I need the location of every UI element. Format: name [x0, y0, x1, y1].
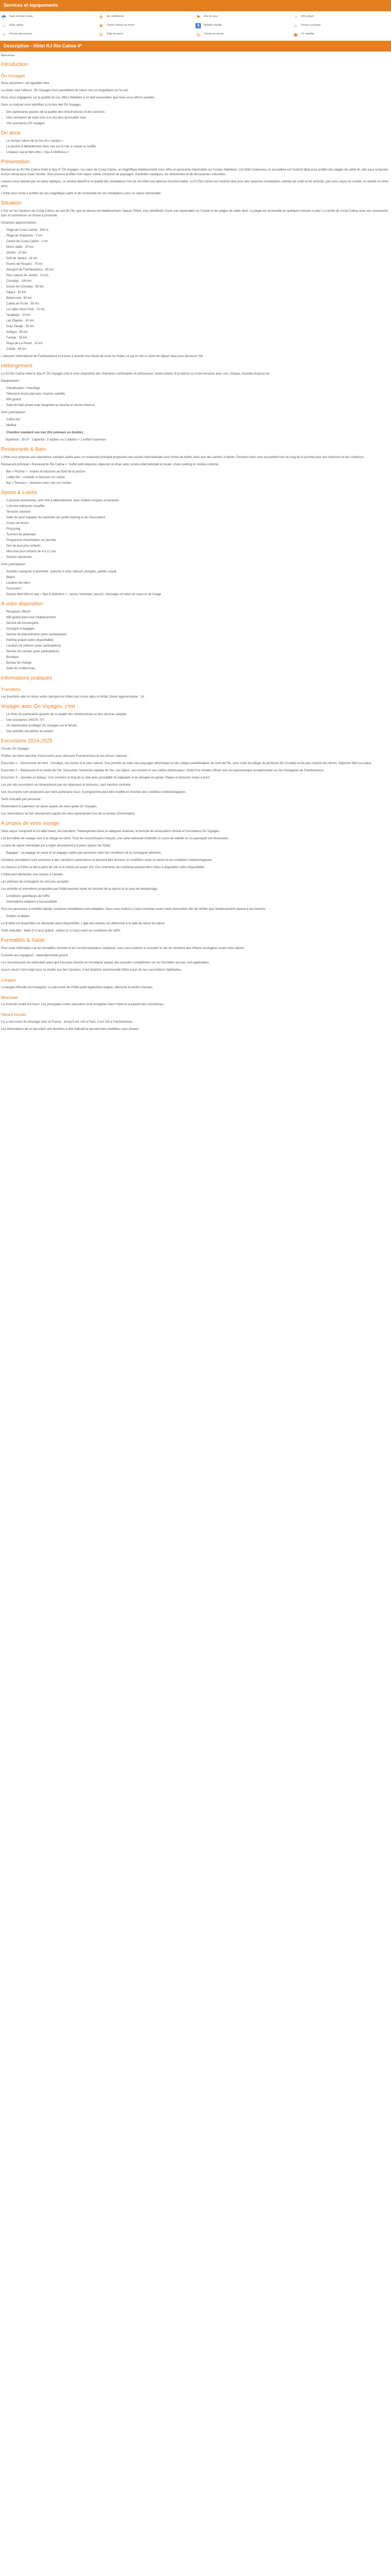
amenity-item — [196, 23, 293, 29]
list-item: • Tournois de pétanque — [6, 533, 390, 537]
list-item: • Programme d'animations en journée — [6, 538, 390, 543]
list-item: • Wifi gratuit — [6, 398, 390, 402]
amenity-item — [99, 23, 196, 29]
sports-extra-label: Avec participation : — [1, 563, 27, 567]
amenity-label: Salle de bain privée — [9, 15, 33, 19]
services-banner — [0, 0, 391, 11]
hebergement-extra-label: Avec participation : — [1, 411, 27, 415]
list-item: • Las Playitas : 40 km — [6, 319, 390, 324]
hebergement-extra-list — [6, 418, 390, 428]
amenity-label: Mobilité réduite — [204, 24, 222, 27]
intro-line: Bienvenue — [1, 54, 15, 57]
amenity-item — [196, 32, 293, 38]
wifi-icon: ◔ — [294, 14, 297, 20]
description-banner-title: Description - Hôtel RJ Rio Calma 4* — [4, 43, 82, 48]
list-item: • Wifi gratuit dans tout l'établissement — [6, 616, 390, 620]
section-on-aime: On aime — [1, 130, 21, 137]
section-introduction: Introduction — [1, 62, 28, 68]
autres-list — [6, 610, 390, 671]
list-item: • Salle de conférences — [6, 667, 390, 671]
list-item: • Service de navette (avec participation) — [6, 650, 390, 654]
transfert-paragraph: Les transferts aller et retour entre l'aéroport et l'hôtel sont inclus dans le forfait. Durée approximative : 1h. — [1, 695, 145, 699]
tennis-icon: ◎ — [196, 31, 201, 37]
distances-list — [6, 228, 390, 352]
list-item: • Le choix de partenaires garants de la qualité des infrastructures et des services adaptés — [6, 713, 390, 717]
description-banner — [0, 41, 391, 52]
list-item: • Enfants et bébés — [6, 914, 390, 919]
amenity-label: Piscine découverte — [9, 32, 32, 36]
wheelchair-icon: ♿ — [195, 23, 202, 28]
amenity-label: Terrain de tennis — [204, 32, 224, 36]
excursions-excluded: Les prix des excursions ne comprennent pas les déjeuners et boissons, sauf mention contraire. — [1, 783, 132, 787]
section-sports: Sports & Loisirs — [1, 490, 38, 496]
section-restaurants: Restaurants & Bars — [1, 447, 46, 453]
excursions-paragraph-6: Les réservations se font directement auprès de votre représentant lors de la réunion d'information. — [1, 812, 136, 816]
excursions-heading: Circuits Ön Voyages — [1, 747, 29, 751]
list-item: • Dunes de Corralejo : 95 km — [6, 285, 390, 290]
amenity-item — [293, 23, 390, 29]
list-item: • Une assistance Ön voyages — [6, 122, 390, 126]
list-item: • Ping-pong — [6, 527, 390, 532]
list-item: • L'espace spa et bien-être « Spa & Wellness » — [6, 150, 390, 155]
apropos-paragraph-8: Les activités et animations proposées par l'hôtel peuvent varier en fonction de la saison et du taux de remplissage. — [1, 887, 158, 891]
on-aime-list — [6, 139, 390, 155]
section-presentation: Présentation — [1, 159, 30, 165]
list-item: • Salle de sport équipée de machines de cardio-training et de musculation — [6, 516, 390, 520]
list-item: • Pájara : 30 km — [6, 291, 390, 295]
list-item: • Location de vélos — [6, 581, 390, 586]
excursions-paragraph-1: Profitez de notre sélection d'excursions pour découvrir Fuerteventura et ses trésors naturels : — [1, 754, 129, 758]
apropos-list — [6, 851, 390, 856]
amenity-item — [293, 32, 390, 38]
list-item: • Conditions spécifiques de l'offre — [6, 894, 390, 899]
section-transferts: Transferts — [1, 687, 21, 692]
list-item: • Bagages : un bagage en soute et un bagage cabine par personne selon les conditions de la compagnie aérienne. — [6, 851, 390, 856]
apropos-list-3 — [6, 914, 390, 919]
list-item: • Coffre-fort — [6, 418, 390, 422]
list-item: • Caleta de Fuste : 55 km — [6, 302, 390, 307]
tv-icon: ▣ — [293, 31, 298, 37]
formalites-paragraph-1: Pour toute information sur les formalités d'entrée et les recommandations sanitaires, nous vous invitons à consulter le site du ministère des Affaires étrangères avant votre départ. — [1, 946, 245, 950]
list-item: • Excursions — [6, 587, 390, 591]
shower-icon: ☔ — [1, 14, 7, 20]
list-item: • Antigua : 45 km — [6, 330, 390, 335]
apropos-paragraph-2: Les formalités de voyage sont à la charge du client. Pour les ressortissants français, une carte nationale d'identité en cours de validité ou un passeport est nécessaire. — [1, 837, 229, 840]
pool-icon: ≈ — [294, 23, 297, 28]
list-item: • Le secteur calme de la rive où « vacays » — [6, 139, 390, 144]
amenity-item — [293, 14, 390, 20]
list-item: • Golf de Jandía : 24 km — [6, 257, 390, 261]
list-item: • Bar « Terraza » : boissons avec vue sur l'océan — [6, 481, 390, 486]
list-item: • Tarajalejo : 15 km — [6, 313, 390, 318]
list-item: • Informations relatives à l'accessibilité — [6, 900, 390, 905]
section-autres: A votre disposition — [1, 601, 43, 607]
list-item: • La Lajita Oasis Park : 12 km — [6, 308, 390, 312]
list-item: • Des partenaires garants de la qualité des infrastructures et des services — [6, 110, 390, 115]
list-item: • 1 piscine intérieure chauffée — [6, 504, 390, 509]
hebergement-list — [6, 386, 390, 408]
hebergement-equipment-label: Équipements : — [1, 380, 21, 383]
excursions-paragraph-5: Ces excursions sont proposées par notre partenaire local ; le programme peut être modifié en fonction des conditions météorologiques. — [1, 790, 187, 794]
presentation-paragraph-1: Bienvenue au RJ Rio Calma Hotel & Spa 4* Ön Voyages ! Au cœur de Costa Calma, un magnifique établissement vous offre un panorama imprenable sur l'océan Atlantique. Cet hôtel chaleureux et accueillant est l'endroit idéal pour profiter des plages de sable fin, des eaux turquoise et d'un climat doux toute l'année. Vous pourrez profiter d'un séjour calme, composé de paysages, d'activités nautiques, de randonnées et de découvertes culturelles. — [1, 168, 388, 177]
voyages-paragraph-2: La visiter vaut l'ailleurs, Ön Voyages nous permettent de mieux voir ce magnifique sur la voix. — [1, 89, 129, 93]
apropos-paragraph-4: Certaines prestations sont soumises à des conditions particulières et peuvent être fermées ou modifiées selon la saison et les conditions météorologiques. — [1, 858, 213, 862]
bed-icon: ⌂ — [2, 23, 6, 28]
amenity-item — [1, 32, 99, 38]
list-item: • Bureau de change — [6, 661, 390, 666]
list-item: • Lobby Bar : cocktails et boissons en soirée — [6, 476, 390, 480]
sports-extra-list — [6, 570, 390, 597]
amenity-label: TV satellite — [301, 32, 315, 36]
flag-icon: ⚑ — [196, 14, 201, 20]
section-on-voyages: Ön Voyages — [1, 73, 25, 79]
restaurants-paragraph-2: Restaurant principal « Restaurante Rio Calma » : buffet petit-déjeuner, déjeuner et dîner avec cuisine internationale et locale, show cooking et soirées à thème. — [1, 463, 219, 467]
list-item: • Corralejo : 100 km — [6, 279, 390, 284]
apropos-paragraph-10: Le lit bébé est disponible sur demande selon disponibilité. L'âge des enfants est déterminé à la date de retour du séjour. — [1, 922, 166, 925]
excursions-price-label: Tarifs indicatifs par personne : — [1, 798, 42, 801]
list-item: • Plage de Sotavento : 5 km — [6, 234, 390, 239]
disclaimer-paragraph: Les informations de ce descriptif sont données à titre indicatif et peuvent être modifiées sans préavis. — [1, 1028, 140, 1031]
gym-icon: ⚖ — [99, 31, 104, 37]
amenity-label: Centre remise en forme — [106, 24, 135, 27]
amenity-label: Piscine couverte — [301, 24, 321, 27]
section-heure: Heure locale — [1, 1012, 26, 1018]
amenity-item — [99, 14, 196, 20]
list-item: • Gran Tarajal : 30 km — [6, 325, 390, 329]
list-item: • Plage de Costa Calma : 300 m — [6, 228, 390, 233]
formalites-paragraph-4: Aucun vaccin n'est exigé pour se rendre aux îles Canaries. Il est toutefois recommandé d'être à jour de ses vaccinations habituelles. — [1, 968, 182, 972]
section-situation: Situation — [1, 200, 21, 207]
spa-icon: ❀ — [99, 23, 103, 28]
restaurants-paragraph-1: L'hôtel vous propose une expérience culinaire variée avec un restaurant principal proposant une cuisine internationale sous forme de buffet, ainsi que des soirées à thème. Plusieurs bars vous accueillent tout au long de la journée pour des boissons et des collations. — [1, 456, 365, 460]
presentation-paragraph-3: L'hôtel vous invite à profiter de son magnifique cadre et de l'ensemble de ses installations pour un séjour mémorable. — [1, 192, 162, 196]
list-item: • Aéroport de Fuerteventura : 65 km — [6, 268, 390, 273]
excursions-paragraph-2: Excursion 1 – Découverte du nord : Corralejo, ses dunes et le parc naturel. Une journée au cœur des paysages désertiques et des plages paradisiaques du nord de l'île, avec visite du village de pêcheurs de Corralejo et du parc naturel des dunes. Déjeuner libre sur place. — [1, 761, 372, 765]
list-item: • Climatisation / chauffage — [6, 386, 390, 391]
list-item: • La piscine à débordement avec vue sur la mer à couper le souffle — [6, 145, 390, 149]
description-content — [0, 54, 391, 1032]
list-item: • Télévision écran plat avec chaînes satellite — [6, 392, 390, 397]
list-item: • Puerto del Rosario : 70 km — [6, 262, 390, 267]
apropos-paragraph-3: La taxe de séjour éventuelle est à régler directement sur place auprès de l'hôtel. — [1, 844, 111, 848]
amenity-label: Aire de jeux — [204, 15, 218, 19]
apropos-paragraph-1: Votre séjour comprend le vol aller-retour, les transferts, l'hébergement dans la catégorie réservée, la formule de restauration choisie et l'assistance Ön Voyages. — [1, 829, 220, 833]
list-item: • Activités nautiques à proximité : planche à voile, kitesurf, plongée, paddle, kayak — [6, 570, 390, 574]
list-item: • Aire de jeux pour enfants — [6, 544, 390, 549]
section-info-pratiques: Informations pratiques — [1, 675, 52, 682]
formalites-paragraph-2: Conseils aux voyageurs : www.diplomatie.gouv.fr — [1, 954, 68, 957]
voyages-paragraph-1: Nous accordons, cet agréable rêve. — [1, 82, 50, 86]
list-item: • 2 piscines extérieures, dont une à débordement, avec chaises longues et parasols — [6, 499, 390, 503]
amenity-label: Baby sitting — [9, 24, 23, 27]
list-item: • Centre de Costa Calma : 1 km — [6, 240, 390, 244]
apropos-paragraph-11: Tarifs indicatifs : bébé (0-2 ans) gratuit ; enfant (2-12 ans) selon les conditions de l'offre. — [1, 929, 121, 933]
excursions-reserve: Réservation et paiement sur place auprès de votre guide Ön Voyages. — [1, 805, 97, 808]
amenity-label: Salle de sport — [106, 32, 123, 36]
list-item: • Playa de La Pared : 15 km — [6, 342, 390, 346]
room-type: • Chambre standard vue mer (lits jumeaux ou double) : — [6, 431, 390, 435]
list-item: • Location de voitures (avec participation) — [6, 644, 390, 649]
list-item: • Une connexion de votre voix à la une plus accessible suivi — [6, 116, 390, 121]
list-item: • Jandía : 22 km — [6, 251, 390, 256]
presentation-paragraph-2: Laissez-vous séduire par un cadre idyllique. Le service attentif et la qualité des installations font de cet hôtel une adresse incontournable. Le RJ Rio Calma est l'endroit rêvé pour des vacances inoubliables, pleines de soleil et de sérénité, que vous soyez en couple, en famille ou entre amis. — [1, 180, 389, 189]
apropos-paragraph-5: Le check-in à l'hôtel se fait à partir de 14h et le check-out avant 12h. Des chambres de courtoisie peuvent être mises à disposition selon disponibilité. — [1, 866, 205, 869]
list-item: • Réception 24h/24 — [6, 610, 390, 615]
excursions-paragraph-3: Excursion 2 – Betancuria et le centre de l'île. Découvrez l'ancienne capitale de l'île, son église, ses musées et ses ruelles pittoresques. Visite d'un mirador offrant une vue panoramique exceptionnelle sur les montagnes de Fuerteventura. — [1, 769, 324, 772]
voyages-paragraph-3: Nous nous engageons sur la qualité de vos offres Hôtelière à un tarif accessibles que nous vous offrons parfaits. — [1, 96, 155, 100]
list-item: • Courts de tennis — [6, 521, 390, 526]
services-banner-title: Services et équipements — [4, 3, 58, 8]
section-formalites: Formalités & Santé — [1, 937, 45, 943]
apropos-paragraph-6: L'hôtel peut demander une caution à l'arrivée. — [1, 873, 64, 876]
heure-paragraph: Il y a une heure de décalage avec la France : lorsqu'il est 12h à Paris, il est 11h à Fuerteventura. — [1, 1021, 134, 1024]
list-item: • Un interlocuteur privilégié Ön Voyages sur le terrain — [6, 724, 390, 728]
list-item: • Service de conciergerie — [6, 621, 390, 626]
list-item: • Tuineje : 35 km — [6, 336, 390, 341]
section-hebergement: Hébergement — [1, 363, 32, 369]
section-voyager: Voyager avec Ön Voyages, c'est : — [1, 703, 78, 709]
list-item: • Parking gratuit (selon disponibilité) — [6, 638, 390, 643]
langue-paragraph: La langue officielle est l'espagnol. Le personnel de l'hôtel parle également anglais, allemand et parfois français. — [1, 986, 154, 989]
list-item: • Espace bien-être et spa « Spa & Wellness » : sauna, hammam, jacuzzi, massages et soins du corps et du visage — [6, 592, 390, 597]
list-item: • Billard — [6, 575, 390, 580]
apropos-list-2 — [6, 894, 390, 905]
section-langue: Langue — [1, 977, 16, 982]
list-item: • Consigne à bagages — [6, 627, 390, 632]
voyages-list — [6, 110, 390, 126]
list-item: • Salle de bain privée avec baignoire ou douche et sèche-cheveux — [6, 403, 390, 408]
amenity-label: Wifi gratuit — [301, 15, 314, 19]
ac-icon: ❄ — [99, 14, 103, 20]
amenity-item — [1, 23, 99, 29]
monnaie-paragraph: La monnaie locale est l'euro. Les principales cartes bancaires sont acceptées dans l'hôtel et la plupart des commerces. — [1, 1003, 165, 1007]
list-item: • Une assistance 24h/24, 7j/7 — [6, 718, 390, 723]
voyager-list — [6, 713, 390, 734]
formalites-paragraph-3: Les ressortissants de nationalité autre que française doivent se renseigner auprès des autorités compétentes sur les formalités qui leur sont applicables. — [1, 961, 210, 964]
list-item: • Morro Jable : 20 km — [6, 245, 390, 250]
amenity-item — [196, 14, 293, 20]
hebergement-paragraph-1: Le RJ Rio Calma Hotel & Spa 4* Ön Voyages met à votre disposition des chambres confortables et lumineuses, toutes dotées d'un balcon ou d'une terrasse avec vue. Chaque chambre dispose de : — [1, 372, 271, 376]
section-monnaie: Monnaie — [1, 994, 18, 1000]
excursions-paragraph-4: Excursion 3 – Journée en bateau. Une croisière le long de la côte avec possibilité de baignade et de plongée en apnée. Repas et boissons inclus à bord. — [1, 776, 210, 779]
list-item: • Soirées spectacles — [6, 555, 390, 560]
restaurants-list — [6, 470, 390, 486]
list-item: • Mini-club pour enfants de 4 à 12 ans — [6, 550, 390, 554]
pool-icon: ≈ — [3, 31, 5, 37]
list-item: • Betancuria : 60 km — [6, 296, 390, 301]
amenity-label: Air conditionné — [106, 15, 124, 19]
apropos-paragraph-7: Les animaux de compagnie ne sont pas acceptés. — [1, 880, 70, 884]
list-item: • Service de blanchisserie (avec participation) — [6, 633, 390, 637]
voyages-paragraph-4: Dans ce manuel vous identifiez ici la liste des Ön Voyages : — [1, 104, 83, 107]
situation-paragraph-3: L'aéroport international de Fuerteventura se trouve à environ une heure de route de l'hôtel, ce qui en fait un point de départ idéal pour découvrir l'île. — [1, 355, 204, 359]
amenities-grid — [0, 11, 391, 40]
list-item: • Parc naturel de Jandía : 10 km — [6, 274, 390, 278]
list-item: • Des activités encadrées et variées — [6, 730, 390, 734]
situation-paragraph-2: Distances approximatives : — [1, 222, 38, 225]
list-item: • Terrasse solarium — [6, 510, 390, 515]
list-item: • Minibar — [6, 423, 390, 428]
apropos-paragraph-9: Pour les personnes à mobilité réduite, certaines installations sont adaptées. Nous vous invitons à nous contacter avant votre réservation afin de vérifier que l'établissement répond à vos besoins. — [1, 907, 267, 911]
list-item: • Boutique — [6, 655, 390, 660]
section-excursions: Excursions 2024-2025 — [1, 738, 53, 744]
list-item: • Bar « Piscina » : snacks et boissons au bord de la piscine — [6, 470, 390, 474]
amenity-item — [1, 14, 99, 20]
room-type-details: Superficie : 26 m² · Capacité : 2 adultes ou 2 adultes + 1 enfant maximum — [5, 438, 106, 442]
room-type-list — [6, 431, 390, 435]
sports-list — [6, 499, 390, 560]
situation-paragraph-1: C'est sur les hauteurs de Costa Calma, au sud de l'île, que se dresse cet établissement. Depuis l'hôtel, vous bénéficiez d'une vue imprenable sur l'océan et les plages de sable doré. La plage est accessible en quelques minutes à pied. Le centre de Costa Calma avec ses restaurants, bars et commerces se trouve à proximité. — [1, 210, 389, 218]
list-item: • Cofete : 40 km — [6, 347, 390, 352]
amenity-item — [99, 32, 196, 38]
section-a-propos: A propos de votre voyage — [1, 820, 60, 826]
